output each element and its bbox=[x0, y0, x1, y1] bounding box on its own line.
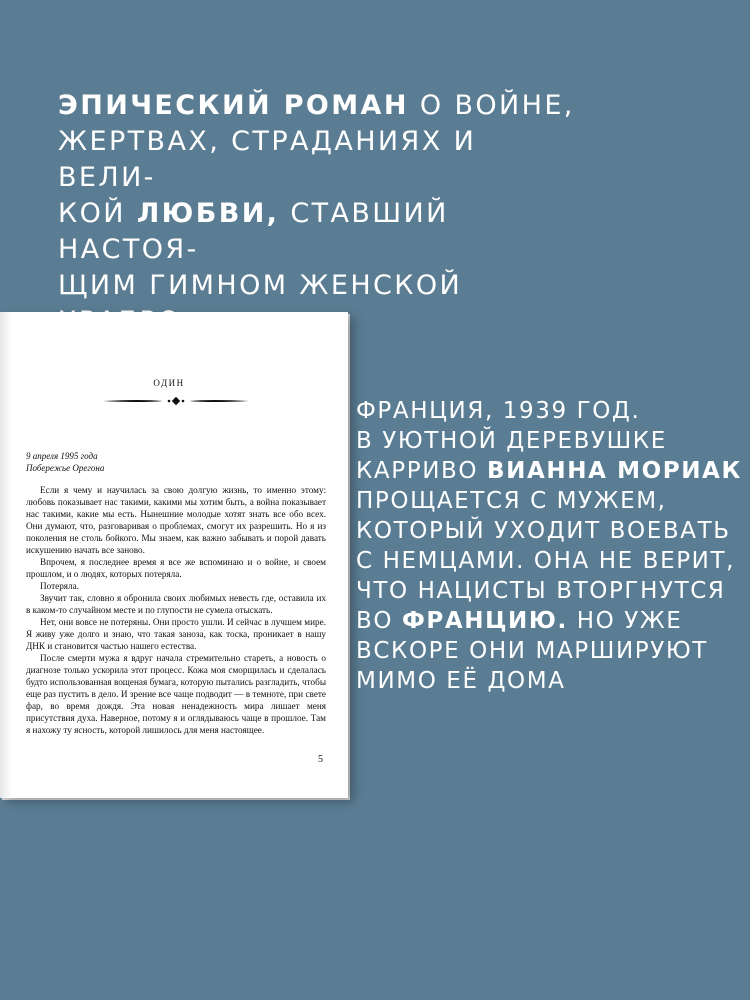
book-page-photo bbox=[0, 312, 348, 798]
paragraph: После смерти мужа я вдруг начала стремительно стареть, а новость о диагнозе только ускорила этот процесс. Кожа моя сморщилась и сделалась будто использованная вощеная бумага, которую пытались разгладить, чтобы еще раз пустить в дело. И зрение все чаще подводит — в темноте, при свете фар, во время дождя. Эта новая ненадежность мира лишает меня присутствия духа. Наверное, потому я и оглядываюсь чаще в прошлое. Там я нахожу ту ясность, которой лишилось для меня настоящее. bbox=[26, 653, 326, 735]
book-text bbox=[26, 484, 326, 736]
description-line: ПРОЩАЕТСЯ С МУЖЕМ, bbox=[356, 488, 667, 514]
chapter-title: ОДИН bbox=[153, 378, 185, 388]
paragraph: Если я чему и научилась за свою долгую жизнь, то именно этому: любовь показывает нас такими, какими мы хотим быть, а война показывает нас такими, какие мы есть. Нынешние молодые хотят знать все обо всех. Они думают, что, разговаривая о проблемах, смогут их разрешить. Но я из поколения не столь бойкого. Мы знаем, как важно забывать и порой давать искушению начать все заново. bbox=[26, 485, 326, 555]
paragraph: Звучит так, словно я обронила своих любимых невесть где, оставила их в каком-то случайном месте и по глупости не сумела отыскать. bbox=[26, 593, 326, 615]
page-number: 5 bbox=[318, 754, 323, 765]
paragraph: Нет, они вовсе не потеряны. Они просто ушли. И сейчас в лучшем мире. Я живу уже долго и знаю, что такая заноза, как тоска, проникает в нашу ДНК и становится частью нашего естества. bbox=[26, 617, 326, 651]
place-line: Побережье Орегона bbox=[26, 463, 105, 473]
description-block bbox=[356, 396, 748, 696]
date-place bbox=[26, 450, 326, 474]
date-line: 9 апреля 1995 года bbox=[26, 451, 98, 461]
description-line: КАРРИВО ВИАННА МОРИАК bbox=[356, 458, 742, 484]
description-line: ВСКОРЕ ОНИ МАРШИРУЮТ bbox=[356, 638, 708, 664]
description-line: ВО ФРАНЦИЮ. НО УЖЕ bbox=[356, 608, 683, 634]
description-line: МИМО ЕЁ ДОМА bbox=[356, 668, 566, 694]
description-line: ЧТО НАЦИСТЫ ВТОРГНУТСЯ bbox=[356, 578, 726, 604]
book-page bbox=[26, 378, 326, 736]
description-line: В УЮТНОЙ ДЕРЕВУШКЕ bbox=[356, 428, 667, 454]
description-line: КОТОРЫЙ УХОДИТ ВОЕВАТЬ bbox=[356, 518, 731, 544]
chapter-ornament-icon bbox=[101, 396, 251, 406]
paragraph: Впрочем, я последнее время я все же вспоминаю и о войне, и своем прошлом, и о людях, которых потеряла. bbox=[26, 557, 326, 579]
paragraph: Потеряла. bbox=[40, 581, 79, 591]
headline-line: ЭПИЧЕСКИЙ РОМАН О ВОЙНЕ, bbox=[58, 90, 575, 121]
headline-line: ЩИМ ГИМНОМ ЖЕНСКОЙ bbox=[58, 270, 463, 301]
description-line: ФРАНЦИЯ, 1939 ГОД. bbox=[356, 398, 641, 424]
description-line: С НЕМЦАМИ. ОНА НЕ ВЕРИТ, bbox=[356, 548, 736, 574]
headline-line: КОЙ ЛЮБВИ, СТАВШИЙ НАСТОЯ- bbox=[58, 198, 449, 265]
headline-line: ЖЕРТВАХ, СТРАДАНИЯХ И ВЕЛИ- bbox=[58, 126, 477, 193]
